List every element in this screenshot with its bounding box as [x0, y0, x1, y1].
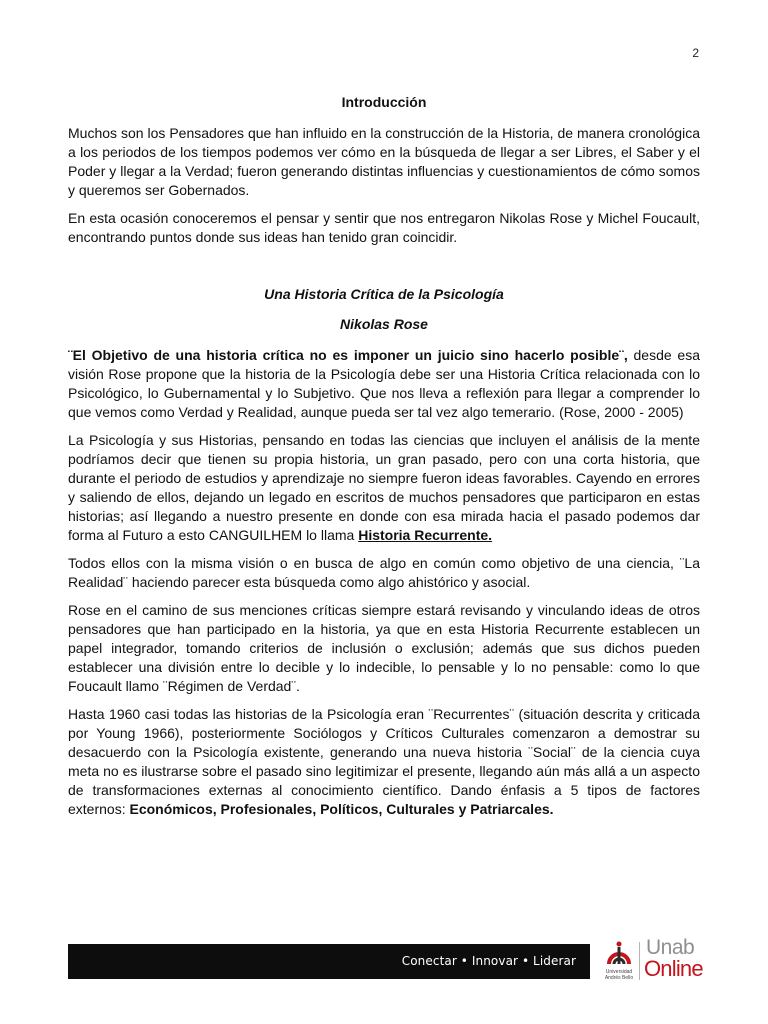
section-spacer: [68, 256, 700, 285]
page-number: 2: [692, 46, 699, 60]
intro-paragraph-1: Muchos son los Pensadores que han influido en la construcción de la Historia, de manera cronológica a los periodos de los tiempos podemos ver cómo en la búsqueda de llegar a ser Libres, el Saber y el Poder y llegar a la Verdad; fueron generando distintas influencias y cuestionamientos de cómo somos y queremos ser Gobernados.: [68, 125, 700, 198]
logo-online-text: Online: [644, 956, 703, 981]
university-emblem: [602, 938, 636, 984]
section-paragraph-3: Todos ellos con la misma visión o en busca de algo en común como objetivo de una ciencia, ¨La Realidad¨ haciendo parecer esta búsqueda como algo ahistórico y asocial.: [68, 555, 700, 590]
logo-unab-text: Unab: [646, 936, 695, 959]
section-paragraph-1: [68, 346, 700, 422]
section-paragraph-2: [68, 431, 700, 545]
section-paragraph-5: [68, 705, 700, 819]
intro-heading: Introducción: [341, 94, 427, 110]
footer-slogan: Conectar • Innovar • Liderar: [401, 954, 576, 968]
section-author: Nikolas Rose: [340, 316, 428, 332]
historia-recurrente-term: Historia Recurrente.: [358, 527, 493, 543]
unab-online-logo: [602, 938, 702, 984]
logo-university-line2: Andrés Bello: [604, 975, 634, 981]
logo-separator: [639, 942, 640, 980]
external-factors-bold: Económicos, Profesionales, Políticos, Culturales y Patriarcales.: [129, 801, 554, 817]
paragraph-5-text: Hasta 1960 casi todas las historias de la Psicología eran ¨Recurrentes¨ (situación descrita y criticada por Young 1966), posteriormente Sociólogos y Críticos Culturales comenzaron a demostrar su desacuerdo con la Psicología existente, generando una nueva historia ¨Social¨ de la ciencia cuya meta no es ilustrarse sobre el pasado sino legitimizar el presente, llegando aún más allá a un aspecto de transformaciones externas al conocimiento científico. Dando énfasis a 5 tipos de factores externos:: [68, 706, 700, 817]
paragraph-2-text: La Psicología y sus Historias, pensando en todas las ciencias que incluyen el análisis de la mente podríamos decir que tienen su propia historia, un gran pasado, pero con una corta historia, que durante el periodo de estudios y aprendizaje no siempre fueron ideas favorables. Cayendo en errores y saliendo de ellos, dejando un legado en escritos de muchos pensadores que participaron en estas historias; así llegando a nuestro presente en donde con esa mirada hacia el pasado podemos dar forma al Futuro a esto CANGUILHEM lo llama: [68, 432, 700, 543]
intro-paragraph-2: En esta ocasión conoceremos el pensar y sentir que nos entregaron Nikolas Rose y Michel Foucault, encontrando puntos donde sus ideas han tenido gran coincidir.: [68, 210, 700, 245]
section-title: Una Historia Crítica de la Psicología: [264, 286, 504, 302]
footer-bar: [68, 944, 590, 979]
logo-university-line1: Universidad: [605, 969, 633, 975]
section-paragraph-4: Rose en el camino de sus menciones críticas siempre estará revisando y vinculando ideas de otros pensadores que han participado en la historia, ya que en esta Historia Recurrente establecen un papel integrador, tomando criterios de inclusión o exclusión; además que sus dichos pueden establecer una división entre lo decible y lo indecible, lo pensable y lo no pensable: como lo que Foucault llamo ¨Régimen de Verdad¨.: [68, 602, 700, 694]
paragraph-1-rest: desde esa visión Rose propone que la historia de la Psicología debe ser una Historia Crítica relacionada con lo Psicológico, lo Gubernamental y lo Subjetivo. Que nos lleva a reflexión para llegar a comprender lo que vemos como Verdad y Realidad, aunque pueda ser tal vez algo temerario. (Rose, 2000 - 2005): [68, 347, 700, 420]
quote-bold: ¨El Objetivo de una historia crítica no es imponer un juicio sino hacerlo posible¨,: [68, 347, 628, 363]
document-body: [68, 93, 700, 828]
university-emblem-icon: [602, 938, 636, 968]
